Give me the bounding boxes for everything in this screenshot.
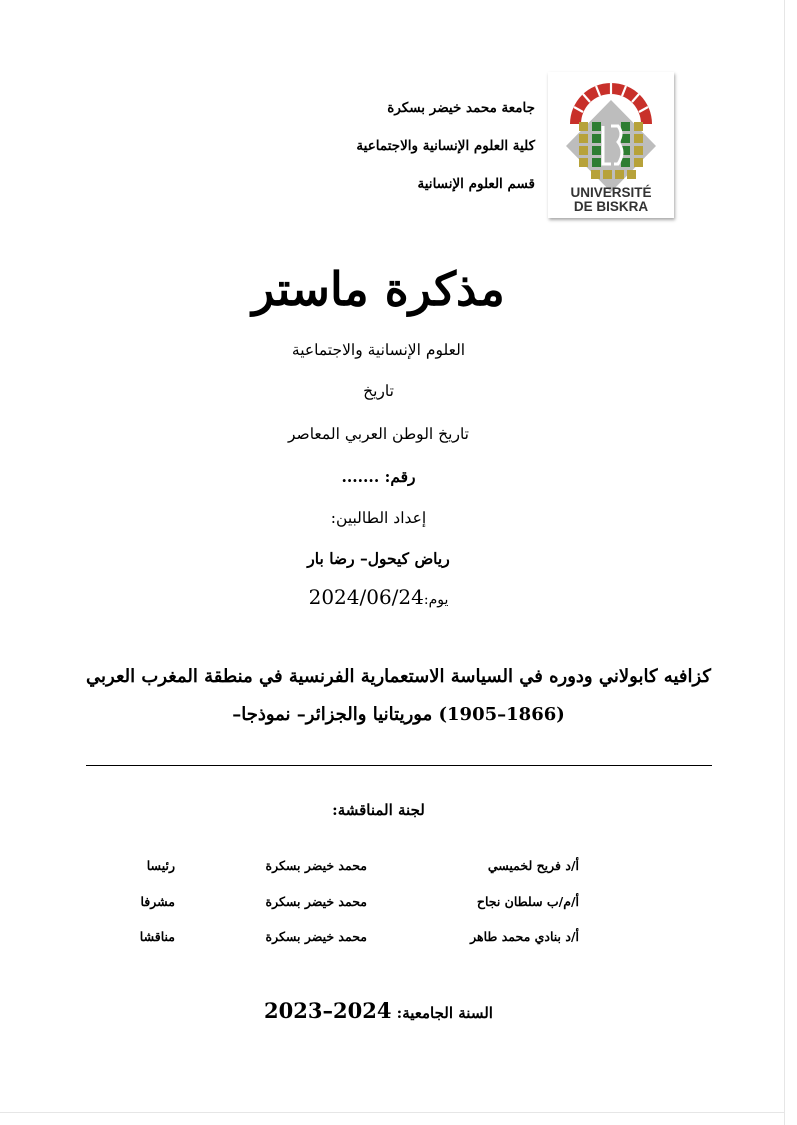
logo-text-line2: DE BISKRA — [573, 199, 649, 214]
jury-member-name: أ/م/ب سلطان نجاح — [476, 894, 579, 909]
jury-member-role: رئيسا — [146, 858, 175, 873]
date-label: يوم: — [423, 592, 449, 608]
jury-member-role: مناقشا — [139, 929, 175, 944]
jury-member-university: محمد خيضر بسكرة — [265, 929, 367, 944]
field-name: العلوم الإنسانية والاجتماعية — [291, 341, 466, 359]
date-row — [0, 585, 757, 609]
logo-text-line1: UNIVERSITÉ — [570, 185, 652, 200]
university-name: جامعة محمد خيضر بسكرة — [387, 100, 535, 116]
jury-title: لجنة المناقشة: — [332, 801, 425, 819]
date-value: 2024/06/24 — [308, 585, 424, 609]
thesis-title-line1: كزافيه كابولاني ودوره في السياسة الاستعمارية الفرنسية في منطقة المغرب العربي — [86, 666, 711, 687]
document-title: مذكرة ماستر — [252, 262, 505, 316]
page-edge — [784, 0, 785, 1125]
logo-text — [548, 186, 674, 214]
thesis-title-line2: (1866–1905) موريتانيا والجزائر– نموذجا– — [232, 704, 565, 725]
jury-member-name: أ/د بنادي محمد طاهر — [470, 929, 579, 944]
divider — [86, 765, 712, 766]
university-logo — [548, 72, 674, 218]
number-field: رقم: ....... — [341, 467, 416, 486]
jury-member-role: مشرفا — [140, 894, 175, 909]
prepared-by-label: إعداد الطالبين: — [330, 509, 427, 527]
academic-year-label: السنة الجامعية: — [396, 1004, 493, 1022]
jury-member-name: أ/د فريح لخميسي — [487, 858, 579, 873]
academic-year-row — [0, 998, 757, 1023]
jury-member-university: محمد خيضر بسكرة — [265, 894, 367, 909]
page-edge — [0, 1112, 785, 1113]
faculty-name: كلية العلوم الإنسانية والاجتماعية — [356, 138, 535, 154]
jury-member-university: محمد خيضر بسكرة — [265, 858, 367, 873]
academic-year-value: 2023–2024 — [264, 998, 392, 1023]
branch-name: تاريخ — [363, 382, 394, 400]
student-names: رياض كيحول– رضا بار — [307, 549, 450, 568]
department-name: قسم العلوم الإنسانية — [417, 176, 535, 192]
specialty-name: تاريخ الوطن العربي المعاصر — [288, 425, 469, 443]
